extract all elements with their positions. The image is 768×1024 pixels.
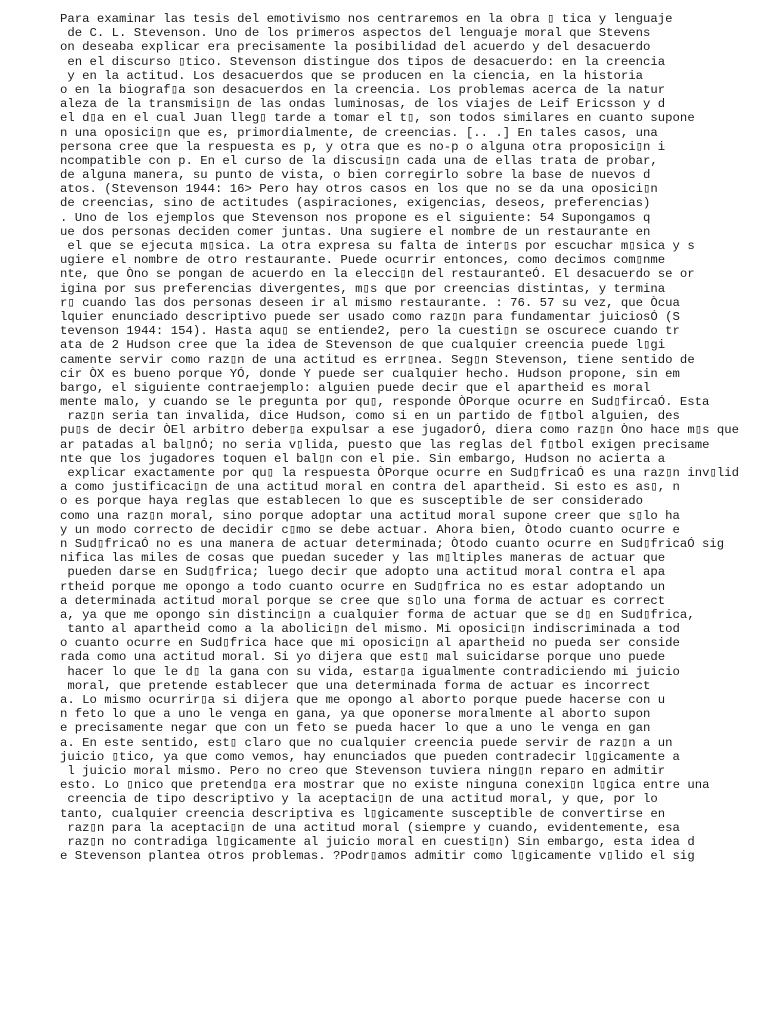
text-line: de creencias, sino de actitudes (aspiraciones, exigencias, deseos, preferencias) xyxy=(60,196,651,211)
text-line: o es porque haya reglas que establecen lo que es susceptible de ser considerado xyxy=(60,494,643,509)
text-line: moral, que pretende establecer que una determinada forma de actuar es incorrect xyxy=(60,678,651,693)
text-line: de C. L. Stevenson. Uno de los primeros aspectos del lenguaje moral que Stevens xyxy=(60,26,651,41)
text-line: igina por sus preferencias divergentes, m▯s que por creencias distintas, y termina xyxy=(60,281,666,296)
text-line: el que se ejecuta m▯sica. La otra expresa su falta de inter▯s por escuchar m▯sica y s xyxy=(60,239,695,253)
text-line: l juicio moral mismo. Pero no creo que Stevenson tuviera ning▯n reparo en admitir xyxy=(60,763,666,778)
text-line: n feto lo que a uno le venga en gana, ya que oponerse moralmente al aborto supon xyxy=(60,707,651,722)
text-line: a determinada actitud moral porque se cree que s▯lo una forma de actuar es correct xyxy=(60,593,666,608)
text-line: e Stevenson plantea otros problemas. ?Podr▯amos admitir como l▯gicamente v▯lido el sig xyxy=(60,849,695,864)
text-line: aleza de la transmisi▯n de las ondas luminosas, de los viajes de Leif Ericsson y d xyxy=(60,97,666,112)
text-line: lquier enunciado descriptivo puede ser usado como raz▯n para fundamentar juiciosÓ (S xyxy=(60,309,680,324)
text-line: en el discurso ▯tico. Stevenson distingue dos tipos de desacuerdo: en la creencia xyxy=(60,54,666,69)
text-line: raz▯n para la aceptaci▯n de una actitud moral (siempre y cuando, evidentemente, esa xyxy=(60,820,680,835)
text-line: tanto al apartheid como a la abolici▯n del mismo. Mi oposici▯n indiscriminada a tod xyxy=(60,622,680,637)
text-line: atos. (Stevenson 1944: 16> Pero hay otros casos en los que no se da una oposici▯n xyxy=(60,182,658,197)
text-line: esto. Lo ▯nico que pretend▯a era mostrar que no existe ninguna conexi▯n l▯gica entre una xyxy=(60,778,710,793)
text-line: n una oposici▯n que es, primordialmente, de creencias. [.. .] En tales casos, una xyxy=(60,125,658,140)
text-line: camente servir como raz▯n de una actitud es err▯nea. Seg▯n Stevenson, tiene sentido de xyxy=(60,352,695,367)
body-text xyxy=(60,12,764,863)
text-line: el d▯a en el cual Juan lleg▯ tarde a tomar el t▯, son todos similares en cuanto supone xyxy=(60,111,695,126)
text-line: como una raz▯n moral, sino porque adoptar una actitud moral supone creer que s▯lo ha xyxy=(60,508,680,523)
text-line: tanto, cualquier creencia descriptiva es l▯gicamente susceptible de convertirse en xyxy=(60,806,666,821)
text-line: r▯ cuando las dos personas deseen ir al mismo restaurante. : 76. 57 su vez, que Òcua xyxy=(60,295,680,310)
text-line: cir ÒX es bueno porque YÓ, donde Y puede ser cualquier hecho. Hudson propone, sin em xyxy=(60,366,680,381)
text-line: e precisamente negar que con un feto se pueda hacer lo que a uno le venga en gan xyxy=(60,721,651,736)
text-line: n Sud▯fricaÓ no es una manera de actuar determinada; Òtodo cuanto ocurre en Sud▯fricaÓ sig xyxy=(60,536,725,551)
text-line: ar patadas al bal▯nÓ; no seria v▯lida, puesto que las reglas del f▯tbol exigen precisame xyxy=(60,437,710,452)
text-line: Para examinar las tesis del emotivismo nos centraremos en la obra ▯ tica y lenguaje xyxy=(60,12,673,26)
text-line: ncompatible con p. En el curso de la discusi▯n cada una de ellas trata de probar, xyxy=(60,153,658,168)
text-line: o cuanto ocurre en Sud▯frica hace que mi oposici▯n al apartheid no pueda ser conside xyxy=(60,636,680,651)
text-line: nifica las miles de cosas que puedan suceder y las m▯ltiples maneras de actuar que xyxy=(60,551,666,566)
text-line: . Uno de los ejemplos que Stevenson nos propone es el siguiente: 54 Supongamos q xyxy=(60,210,651,225)
text-line: pueden darse en Sud▯frica; luego decir que adopto una actitud moral contra el apa xyxy=(60,565,666,580)
text-line: rada como una actitud moral. Si yo dijera que est▯ mal suicidarse porque uno puede xyxy=(60,650,666,665)
text-line: tevenson 1944: 154). Hasta aqu▯ se entiende2, pero la cuesti▯n se oscurece cuando tr xyxy=(60,324,680,339)
text-line: juicio ▯tico, ya que como vemos, hay enunciados que pueden contradecir l▯gicamente a xyxy=(60,749,680,764)
text-line: pu▯s de decir ÒEl arbitro deber▯a expulsar a ese jugadorÓ, diera como raz▯n Òno hace m▯s que xyxy=(60,423,739,438)
text-line: y en la actitud. Los desacuerdos que se producen en la ciencia, en la historia xyxy=(60,68,643,83)
text-line: rtheid porque me opongo a todo cuanto ocurre en Sud▯frica no es estar adoptando un xyxy=(60,579,666,594)
text-line: y un modo correcto de decidir c▯mo se debe actuar. Ahora bien, Òtodo cuanto ocurre e xyxy=(60,522,680,537)
text-line: raz▯n seria tan invalida, dice Hudson, como si en un partido de f▯tbol alguien, des xyxy=(60,409,680,424)
text-line: a como justificaci▯n de una actitud moral en contra del apartheid. Si esto es as▯, n xyxy=(60,480,680,495)
text-line: de alguna manera, su punto de vista, o bien corregirlo sobre la base de nuevos d xyxy=(60,168,651,183)
text-line: a. En este sentido, est▯ claro que no cualquier creencia puede servir de raz▯n a un xyxy=(60,735,673,750)
text-line: explicar exactamente por qu▯ la respuesta ÒPorque ocurre en Sud▯fricaÓ es una raz▯n inv▯lid xyxy=(60,466,739,480)
text-line: bargo, el siguiente contraejemplo: alguien puede decir que el apartheid es moral xyxy=(60,380,651,395)
text-line: on deseaba explicar era precisamente la posibilidad del acuerdo y del desacuerdo xyxy=(60,40,651,55)
text-line: raz▯n no contradiga l▯gicamente al juicio moral en cuesti▯n) Sin embargo, esta idea d xyxy=(60,834,695,849)
text-line: creencia de tipo descriptivo y la aceptaci▯n de una actitud moral, y que, por lo xyxy=(60,792,658,807)
text-line: persona cree que la respuesta es p, y otra que es no-p o alguna otra proposici▯n i xyxy=(60,139,666,154)
text-line: ugiere el nombre de otro restaurante. Puede ocurrir entonces, como decimos com▯nme xyxy=(60,253,666,268)
text-line: o en la biograf▯a son desacuerdos en la creencia. Los problemas acerca de la natur xyxy=(60,82,666,97)
text-line: mente malo, y cuando se le pregunta por qu▯, responde ÒPorque ocurre en Sud▯fircaÓ. Esta xyxy=(60,395,710,410)
text-line: hacer lo que le d▯ la gana con su vida, estar▯a igualmente contradiciendo mi juicio xyxy=(60,664,680,679)
text-line: a, ya que me opongo sin distinci▯n a cualquier forma de actuar que se d▯ en Sud▯frica, xyxy=(60,607,695,622)
text-line: ue dos personas deciden comer juntas. Una sugiere el nombre de un restaurante en xyxy=(60,224,651,239)
text-line: nte, que Òno se pongan de acuerdo en la elecci▯n del restauranteÓ. El desacuerdo se or xyxy=(60,267,695,282)
text-line: nte que los jugadores toquen el bal▯n con el pie. Sin embargo, Hudson no acierta a xyxy=(60,451,666,466)
text-line: a. Lo mismo ocurrir▯a si dijera que me opongo al aborto porque puede hacerse con u xyxy=(60,693,666,707)
text-line: ata de 2 Hudson cree que la idea de Stevenson de que cualquier creencia puede l▯gi xyxy=(60,338,666,353)
